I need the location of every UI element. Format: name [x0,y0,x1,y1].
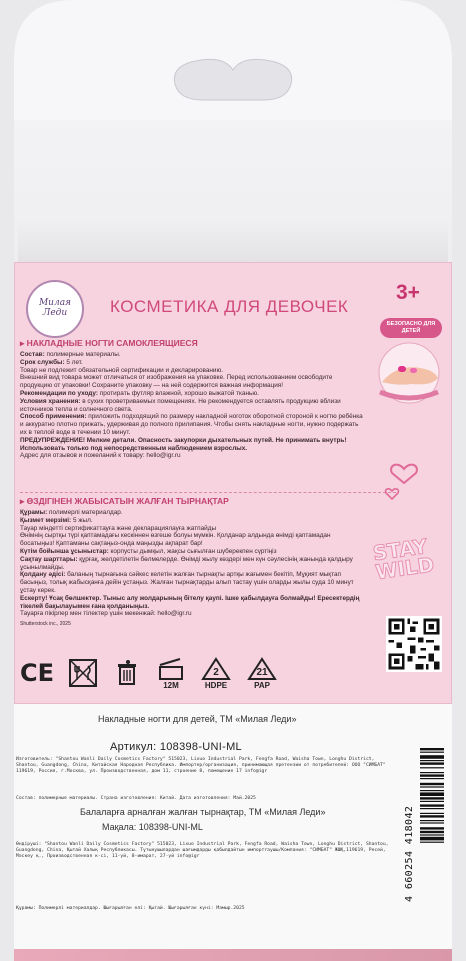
barcode-bar [420,827,444,829]
kz-l6-b: Сақтау шарттары: [20,555,78,563]
ru-line [20,359,365,367]
barcode-bar [420,808,444,809]
hanger-fold [18,220,448,265]
barcode-bar [420,778,444,779]
stay-wild-graphic: STAY WILD [371,534,436,585]
recycle-triangle-icon [200,657,232,681]
sticker-manufacturer-kz: Өндіруші: "Shantou Wanli Daily Cosmetics Factory" 515023, Lixuo Industrial Park, Fengfa Road, Waisha Town, Longhu District, Shantou, Guangdong, China, Қытай Халық Республикасы. Тұтынушылардан шағымдарды қабылдайтын импорттаушы/Компания: "СИМБАТ" ЖШҚ,119619, Ресей, Мәскеу қ., Производственная к-сі, 11-үй, 8-имарат, 27-үй info@igr [16,842,389,860]
sticker-title-ru: Накладные ногти для детей, ТМ «Милая Леди» [98,714,297,724]
barcode-bar [420,837,444,841]
kz-line [20,571,365,594]
ru-l7: приложить подходящий по размеру накладной ноготок оборотной стороной к ногтю ребёнка и аккуратно плотно прижать, удерживая до полного прилипания. Чтобы снять накладные ногти, нужно подержать их в теплой воде в течении 10 минут. [20,413,363,436]
headline: КОСМЕТИКА ДЛЯ ДЕВОЧЕК [110,297,349,316]
sticker-title-kz: Балаларға арналған жалған тырнақтар, ТМ «Милая Леди» [80,807,326,817]
sticker-article-kz: Мақала: 108398-UNI-ML [102,822,203,832]
ru-l1: полимерные материалы. [44,351,121,358]
barcode-bar [420,783,444,785]
shelf-life-icon [156,657,186,690]
barcode-bar [420,842,444,843]
barcode-bar [420,752,444,753]
not-for-food-icon [68,658,98,688]
brand-logo [26,280,84,338]
hearts-decoration [384,455,424,505]
ru-l3: Товар не подлежит обязательной сертификации и декларированию. [20,366,224,374]
kz-body [20,509,365,629]
recycle-triangle-icon [246,657,278,681]
barcode-bar [420,786,444,787]
barcode-digits: 4 660254 418042 [404,805,415,902]
barcode-bar [420,804,444,806]
barcode-bar [420,762,444,764]
barcode-bar [420,813,444,814]
hdpe-recycle-icon [200,657,232,690]
section-divider [20,492,396,493]
barcode-bar [420,801,444,802]
barcode [404,744,446,902]
kz-l8: Ескерту! Ұсақ бөлшектер. Тыныс алу жолдарының бітелу қаупі. Ішке қабылдауға болмайды! Ересектердің тікелей бақылауымен ғана қолданыңыз. [20,594,360,610]
barcode-bar [420,760,444,761]
barcode-bar [420,755,444,759]
sticker-article-ru: Артикул: 108398-UNI-ML [110,741,242,753]
barcode-bar [420,815,444,817]
kz-l1: полимерлі материалдар. [47,509,123,516]
kz-l2-b: Қызмет мерзімі: [20,516,72,524]
kz-l3: Тауар міндетті сертификаттауға және декларациялауға жатпайды [20,524,217,532]
hdpe-number: 2 [213,666,219,678]
brand-logo-text: Милая Леди [38,298,72,318]
open-jar-icon [156,657,186,681]
ru-l5-b: Рекомендации по уходу: [20,389,99,397]
pap-label: PAP [254,680,270,690]
barcode-bar [420,790,444,791]
ru-l2-b: Срок службы: [20,358,65,366]
pap-recycle-icon [246,657,278,690]
barcode-bar [420,822,444,823]
copyright: Shutterstock inc., 2025 [20,621,71,628]
barcode-bar [420,774,444,776]
kz-l6: құрғақ, желдетілетін бөлмелерде. Өнімді жылу көздері мен күн сәулесінің жанында қалдыру ұсынылмайды. [20,555,353,571]
kz-line [20,548,365,556]
kz-line [20,517,365,525]
ce-mark-text: CE [20,659,55,687]
ru-l2: 5 лет. [64,358,83,366]
ru-line [20,390,365,398]
kz-l5: корпусты дымқыл, жақсы сығылған шүберекпен сүртіңіз [108,547,277,555]
kz-line [20,509,365,517]
barcode-bar [420,797,444,799]
hdpe-label: HDPE [204,680,228,690]
qr-code[interactable] [386,616,442,672]
trash-bin-icon [112,658,142,688]
ru-l6: в сухих проветриваемых помещениях. Не рекомендуется оставлять продукцию вблизи источников тепла и солнечного света. [20,397,341,413]
barcode-bar [420,792,444,796]
kz-l7: баланың тырнағына сәйкес келетін жалған тырнақты артқы жағымен бекітіп, Мұқият мықтап басыңыз, толық жабысқанға дейін ұстаңыз. Жалған тырнақтарды алып тастау үшін оларды жылы суда 10 минут ұстау керек. [20,571,354,594]
ce-mark-icon [20,659,54,687]
hanger-hole [163,52,303,108]
sticker-info-kz: Құрамы: Полимерлі материалдар. Шығарылған елі: Қытай. Шығарылған күні: Мамыр.2025 [16,906,245,911]
ru-l9: Адрес для отзывов и пожеланий к товару: hello@igr.ru [20,452,181,460]
barcode-bar [420,834,444,835]
ru-line [20,351,365,359]
nails-hand-image [372,342,446,404]
ru-l7-b: Способ применения: [20,413,87,421]
ru-l1-b: Состав: [20,351,45,358]
barcode-bar [420,820,444,821]
ru-line [20,413,365,436]
sticker-manufacturer-ru: Изготовитель: "Shantou Wanli Daily Cosmetics Factory" 515023, Lixuo Industrial Park, Fengfa Road, Waisha Town, Longhu District, Shantou, Guangdong, China, Китайская Народная Республика. Импортер/организация, принимающая претензии от потребителей: ООО "СИМБАТ" 119619, Россия, г.Москва, ул. Производственная, дом 11, строение 8, помещение 17 info@igr [16,757,386,775]
kz-l1-b: Құрамы: [20,509,48,516]
kz-l2: 5 жыл. [71,516,93,524]
kz-title-text: ӨЗДІГІНЕН ЖАБЫСАТЫН ЖАЛҒАН ТЫРНАҚТАР [26,496,229,506]
compliance-icons [20,650,278,696]
ru-l4: Внешний вид товара может отличаться от изображения на упаковке. Перед использованием освободите продукцию от упаковки! Сохраните упаковку — на ней содержится важная информация! [20,374,333,390]
ru-body [20,351,365,460]
ru-title: ▸ НАКЛАДНЫЕ НОГТИ САМОКЛЕЯЩИЕСЯ [20,338,198,348]
bottom-edge [14,949,452,961]
safe-badge: БЕЗОПАСНО ДЛЯ ДЕТЕЙ [380,318,442,338]
ru-title-text: НАКЛАДНЫЕ НОГТИ САМОКЛЕЯЩИЕСЯ [26,338,198,348]
barcode-bar [420,772,444,773]
kz-l4: Өнімнің сыртқы түрі қаптамадағы кескіннен өзгеше болуы мүмкін. Қолданар алдында өнімді қаптамадан босатыңыз! Қаптаманы сақтаңыз-онда маңызды ақпарат бар! [20,532,331,548]
barcode-bar [420,831,444,833]
age-rating: 3+ [396,281,420,304]
kz-l7-b: Қолдану әдісі: [20,571,66,579]
barcode-bar [420,748,444,750]
kz-l5-b: Күтім бойынша ұсыныстар: [20,547,109,555]
ru-l5: протирать футляр влажной, хорошо выжатой тканью. [98,389,259,397]
sticker-info-ru: Состав: полимерные материалы. Страна изготовления: Китай. Дата изготовления: Май.2025 [16,796,256,801]
kz-title: ▸ ӨЗДІГІНЕН ЖАБЫСАТЫН ЖАЛҒАН ТЫРНАҚТАР [20,496,229,506]
shelf-life-label: 12M [163,680,179,690]
pap-number: 21 [256,666,268,678]
ru-l6-b: Условия хранения: [20,397,81,405]
barcode-bar [420,767,444,768]
ru-l8: ПРЕДУПРЕЖДЕНИЕ! Мелкие детали. Опасность закупорки дыхательных путей. Не принимать внутрь! Использовать только под непосредственным наблюдением взрослых. [20,436,347,452]
kz-line [20,556,365,572]
kz-l9: Тауарға пікірлер мен тілектер үшін мекенжай: hello@igr.ru [20,610,192,618]
ru-line [20,398,365,414]
